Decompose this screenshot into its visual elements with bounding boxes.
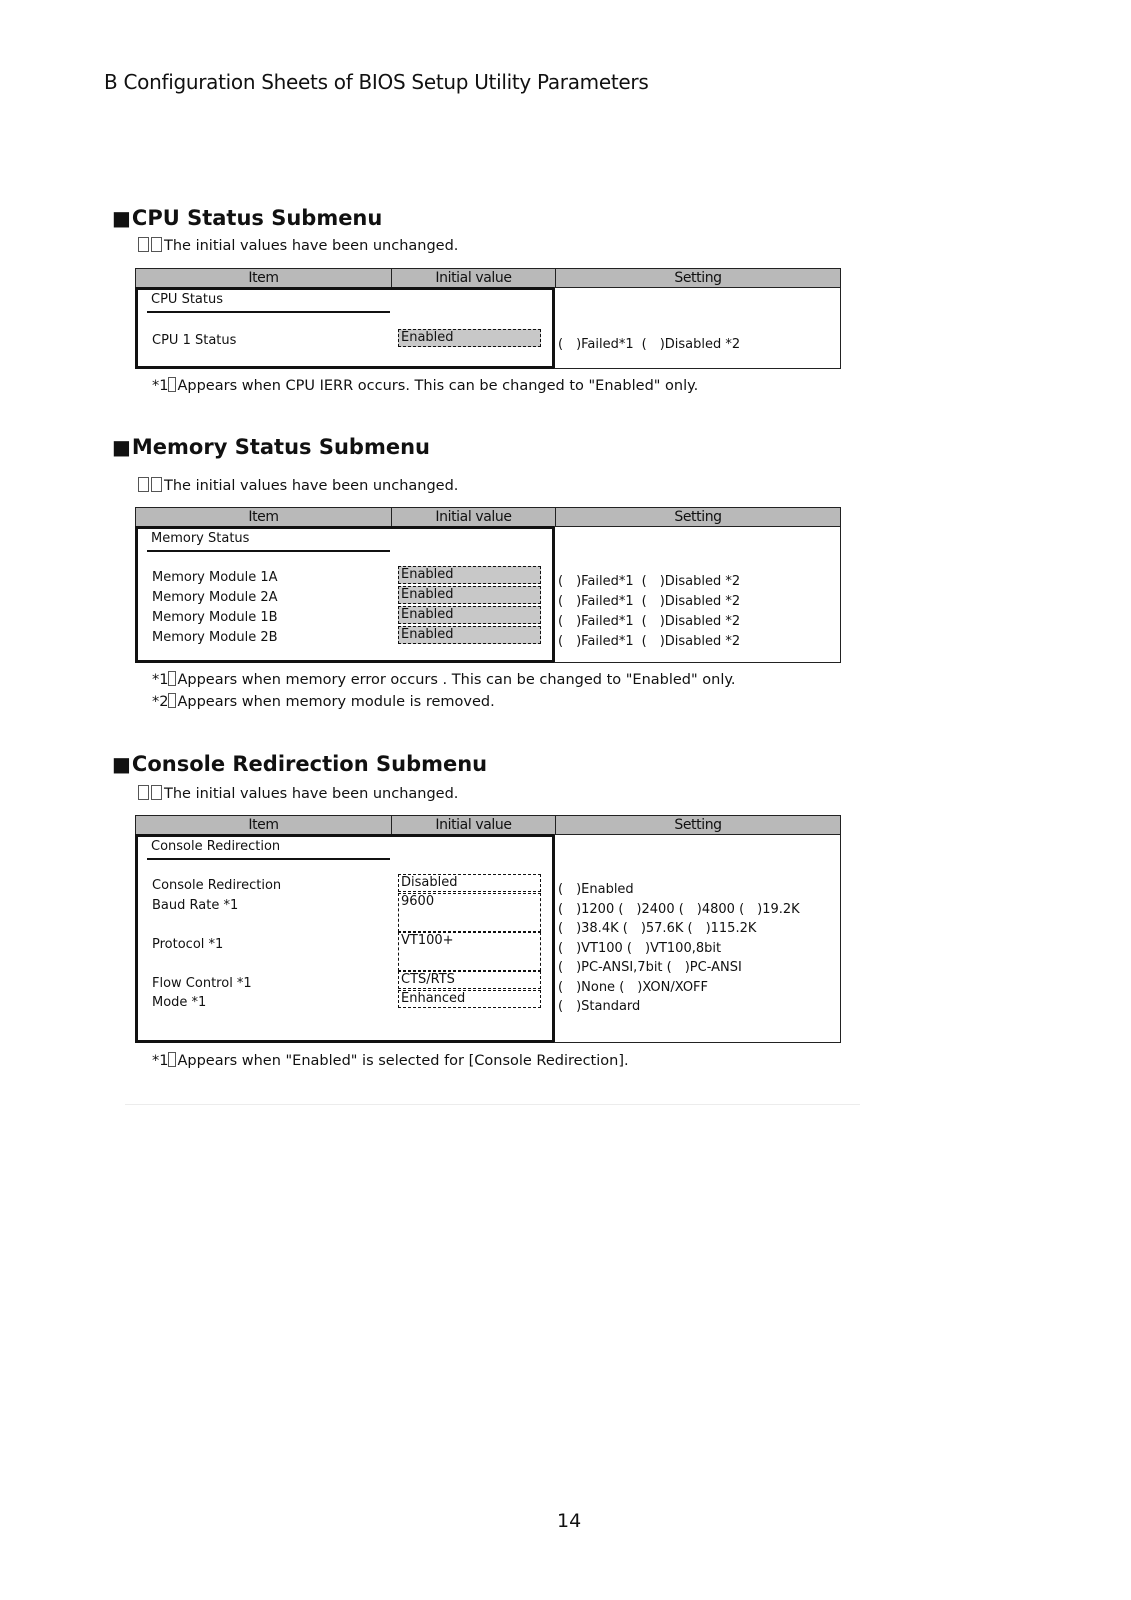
initial-value: Enabled (398, 626, 541, 644)
section-note (138, 237, 458, 254)
note-text: The initial values have been unchanged. (164, 238, 459, 254)
item-label: Protocol *1 (152, 937, 224, 952)
footnote-mark: *1 (152, 378, 169, 394)
box-glyph-icon (168, 671, 176, 686)
group-label: CPU Status (151, 292, 223, 307)
setting-option: ( )Failed*1 (558, 594, 634, 609)
initial-value: 9600 (398, 893, 541, 932)
initial-value: Enabled (398, 329, 541, 347)
console-redirection-table (135, 815, 841, 1045)
group-underline (147, 550, 390, 552)
note-text: The initial values have been unchanged. (164, 786, 459, 802)
box-glyph-icon (168, 377, 176, 392)
box-glyph-icon (151, 477, 162, 492)
box-glyph-icon (168, 1052, 176, 1067)
setting-option: ( )Disabled *2 (641, 634, 741, 649)
item-label: Flow Control *1 (152, 976, 252, 991)
initial-value: VT100+ (398, 932, 541, 971)
box-glyph-icon (138, 477, 149, 492)
setting-line: ( )Enabled (558, 882, 634, 897)
setting-options (558, 590, 748, 609)
table-header (135, 507, 841, 527)
section-title-text: Memory Status Submenu (131, 435, 430, 459)
square-bullet-icon: ■ (112, 752, 131, 776)
setting-line: ( )Standard (558, 999, 641, 1014)
item-label: Memory Module 2A (152, 590, 278, 605)
column-header-item: Item (248, 509, 279, 525)
column-header-setting: Setting (674, 817, 722, 833)
setting-line: ( )VT100 ( )VT100,8bit (558, 941, 722, 956)
footnote-text: Appears when "Enabled" is selected for [Console Redirection]. (177, 1053, 629, 1069)
setting-option: ( )Failed*1 (558, 337, 634, 352)
memory-status-table (135, 507, 841, 665)
table-header (135, 268, 841, 288)
setting-options (558, 333, 748, 352)
setting-option: ( )Disabled *2 (641, 337, 741, 352)
initial-value: CTS/RTS (398, 971, 541, 989)
item-label: Memory Module 1B (152, 610, 278, 625)
box-glyph-icon (168, 693, 176, 708)
column-header-initial: Initial value (435, 270, 512, 286)
setting-line: ( )1200 ( )2400 ( )4800 ( )19.2K (558, 902, 800, 917)
footnote-mark: *1 (152, 1053, 169, 1069)
page-number: 14 (557, 1510, 582, 1532)
setting-option: ( )Failed*1 (558, 574, 634, 589)
group-label: Memory Status (151, 531, 250, 546)
footnote (152, 671, 736, 688)
setting-line: ( )None ( )XON/XOFF (558, 980, 709, 995)
setting-option: ( )Disabled *2 (641, 614, 741, 629)
initial-value: Enabled (398, 566, 541, 584)
item-label: Console Redirection (152, 878, 282, 893)
initial-value: Disabled (398, 874, 541, 892)
setting-option: ( )Failed*1 (558, 634, 634, 649)
footnote (152, 1052, 629, 1069)
setting-options (558, 630, 748, 649)
setting-option: ( )Failed*1 (558, 614, 634, 629)
column-header-initial: Initial value (435, 817, 512, 833)
section-title-cpu (112, 206, 382, 230)
item-label: Memory Module 1A (152, 570, 278, 585)
item-label: Memory Module 2B (152, 630, 278, 645)
box-glyph-icon (138, 785, 149, 800)
item-label: Baud Rate *1 (152, 898, 239, 913)
column-header-initial: Initial value (435, 509, 512, 525)
box-glyph-icon (138, 237, 149, 252)
item-label: CPU 1 Status (152, 333, 237, 348)
setting-option: ( )Disabled *2 (641, 574, 741, 589)
group-underline (147, 858, 390, 860)
column-header-item: Item (248, 817, 279, 833)
section-title-text: CPU Status Submenu (131, 206, 383, 230)
divider (125, 1104, 860, 1105)
section-title-memory (112, 435, 430, 459)
section-note (138, 785, 458, 802)
footnote-mark: *2 (152, 694, 169, 710)
group-label: Console Redirection (151, 839, 281, 854)
column-header-setting: Setting (674, 270, 722, 286)
running-header: B Configuration Sheets of BIOS Setup Utility Parameters (104, 70, 649, 94)
initial-value: Enabled (398, 606, 541, 624)
setting-line: ( )38.4K ( )57.6K ( )115.2K (558, 921, 757, 936)
column-header-setting: Setting (674, 509, 722, 525)
item-label: Mode *1 (152, 995, 207, 1010)
table-header (135, 815, 841, 835)
section-title-console (112, 752, 487, 776)
setting-box (554, 287, 841, 369)
box-glyph-icon (151, 785, 162, 800)
section-title-text: Console Redirection Submenu (131, 752, 488, 776)
setting-line: ( )PC-ANSI,7bit ( )PC-ANSI (558, 960, 742, 975)
cpu-status-table (135, 268, 841, 370)
footnote-text: Appears when memory module is removed. (177, 694, 495, 710)
initial-value: Enabled (398, 586, 541, 604)
section-note (138, 477, 458, 494)
column-header-item: Item (248, 270, 279, 286)
square-bullet-icon: ■ (112, 435, 131, 459)
box-glyph-icon (151, 237, 162, 252)
footnote (152, 377, 698, 394)
initial-value: Enhanced (398, 990, 541, 1008)
setting-options (558, 570, 748, 589)
note-text: The initial values have been unchanged. (164, 478, 459, 494)
setting-options (558, 610, 748, 629)
footnote (152, 693, 495, 710)
footnote-text: Appears when CPU IERR occurs. This can be changed to "Enabled" only. (177, 378, 699, 394)
footnote-mark: *1 (152, 672, 169, 688)
group-underline (147, 311, 390, 313)
square-bullet-icon: ■ (112, 206, 131, 230)
footnote-text: Appears when memory error occurs . This can be changed to "Enabled" only. (177, 672, 736, 688)
setting-option: ( )Disabled *2 (641, 594, 741, 609)
